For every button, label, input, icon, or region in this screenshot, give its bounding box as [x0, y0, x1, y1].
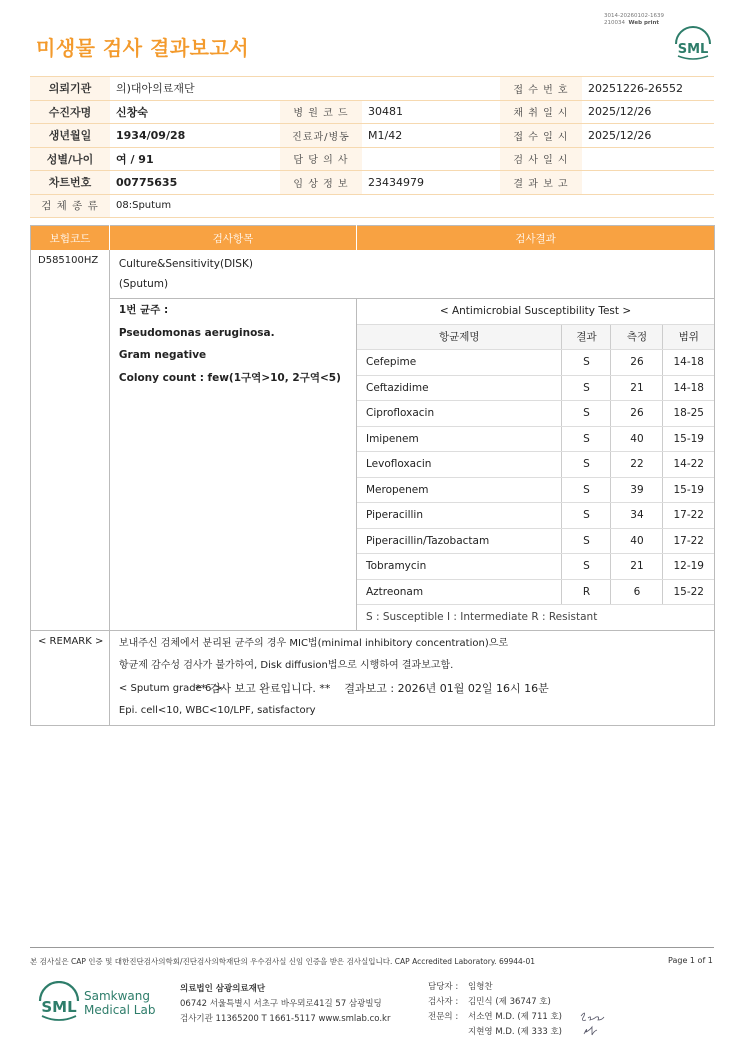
info-row: 의뢰기관 의)대아의료재단 접 수 번 호 20251226-26552 — [30, 77, 714, 101]
info-row: 수진자명 신창숙 병 원 코 드 30481 채 취 일 시 2025/12/26 — [30, 100, 714, 124]
ast-row — [357, 350, 714, 376]
zone-measurement: 34 — [611, 503, 663, 529]
drug-name: Meropenem — [357, 477, 562, 503]
staff-role: 전문의 : — [428, 1012, 459, 1022]
ast-legend: S : Susceptible I : Intermediate R : Resistant — [357, 605, 714, 630]
remark-content — [109, 630, 714, 725]
test-name: Culture&Sensitivity(DISK) — [118, 258, 253, 270]
drug-name: Ceftazidime — [357, 375, 562, 401]
reference-range: 15-22 — [663, 579, 714, 605]
header-result: 검사결과 — [356, 226, 714, 251]
gram-stain: Gram negative — [118, 349, 207, 361]
zone-measurement: 6 — [611, 579, 663, 605]
zone-measurement: 40 — [611, 528, 663, 554]
zone-measurement: 21 — [611, 554, 663, 580]
staff-name: 지현영 M.D. (제 333 호) — [468, 1027, 563, 1037]
remark-label: < REMARK > — [31, 630, 110, 725]
reference-range: 14-18 — [663, 350, 714, 376]
staff-row — [428, 995, 562, 1010]
ast-header-range: 범위 — [663, 324, 714, 350]
zone-measurement: 22 — [611, 452, 663, 478]
staff-list — [428, 980, 562, 1040]
page-number: Page 1 of 1 — [668, 956, 713, 965]
zone-measurement: 39 — [611, 477, 663, 503]
header-test: 검사항목 — [109, 226, 356, 251]
susceptibility-result: S — [562, 401, 611, 427]
susceptibility-result: S — [562, 477, 611, 503]
info-row: 검 체 종 류 08:Sputum — [30, 194, 714, 218]
ast-header-result: 결과 — [562, 324, 611, 350]
sml-logo — [672, 26, 714, 62]
ast-header-value: 측정 — [611, 324, 663, 350]
lab-address: 의료법인 삼광의료재단 06742 서울특별시 서초구 바우뫼로41길 57 삼광빌딩 검사기관 11365200 T 1661-5117 www.smlab.co.kr — [180, 984, 391, 1024]
svg-text:SML: SML — [41, 998, 77, 1016]
ast-title: < Antimicrobial Susceptibility Test > — [357, 299, 714, 324]
susceptibility-result: S — [562, 528, 611, 554]
susceptibility-result: S — [562, 350, 611, 376]
results-table — [30, 225, 715, 726]
remark-line: 보내주신 검체에서 분리된 균주의 경우 MIC법(minimal inhibitory concentration)으로 — [118, 637, 509, 649]
zone-measurement: 21 — [611, 375, 663, 401]
remark-line: Epi. cell<10, WBC<10/LPF, satisfactory — [118, 705, 316, 716]
sml-logo-icon — [36, 981, 82, 1025]
remark-line: 항균제 감수성 검사가 불가하여, Disk diffusion법으로 시행하여 결과보고함. — [118, 660, 454, 671]
ast-row — [357, 579, 714, 605]
reference-range: 14-22 — [663, 452, 714, 478]
info-row: 생년월일 1934/09/28 진료과/병동 M1/42 접 수 일 시 2025/12/26 — [30, 124, 714, 148]
drug-name: Tobramycin — [357, 554, 562, 580]
organism-info — [109, 299, 356, 631]
print-id: 3014-20260102-1639 210034 Web print — [604, 13, 664, 26]
strain-label: 1번 균주 : — [118, 304, 169, 316]
ast-row — [357, 554, 714, 580]
drug-name: Ciprofloxacin — [357, 401, 562, 427]
staff-name: 김민식 (제 36747 호) — [468, 997, 551, 1007]
drug-name: Levofloxacin — [357, 452, 562, 478]
staff-name: 서소연 M.D. (제 711 호) — [468, 1012, 563, 1022]
info-row: 성별/나이 여 / 91 담 당 의 사 검 사 일 시 — [30, 147, 714, 171]
accreditation-note: 본 검사실은 CAP 인증 및 대한진단검사의학회/진단검사의학재단의 우수검사실 신임 인증을 받은 검사실입니다. CAP Accredited Laboratory. 69944-01 — [30, 957, 536, 966]
zone-measurement: 40 — [611, 426, 663, 452]
staff-role: 담당자 : — [428, 982, 459, 992]
reference-range: 15-19 — [663, 477, 714, 503]
insurance-code: D585100HZ — [31, 250, 110, 630]
reference-range: 15-19 — [663, 426, 714, 452]
ast-row — [357, 477, 714, 503]
ast-header-drug: 항균제명 — [357, 324, 562, 350]
susceptibility-result: S — [562, 375, 611, 401]
header-code: 보험코드 — [31, 226, 110, 251]
staff-row — [428, 1010, 562, 1025]
completion-note: ** 검사 보고 완료입니다. ** 결과보고 : 2026년 01월 02일 16시 16분 — [195, 682, 549, 695]
samkwang-logo: SML Samkwang Medical Lab — [36, 981, 166, 1025]
report-title: 미생물 검사 결과보고서 — [36, 36, 250, 60]
zone-measurement: 26 — [611, 401, 663, 427]
drug-name: Imipenem — [357, 426, 562, 452]
ast-row — [357, 528, 714, 554]
staff-name: 임형찬 — [468, 982, 493, 992]
zone-measurement: 26 — [611, 350, 663, 376]
organism-name: Pseudomonas aeruginosa. — [118, 326, 275, 339]
drug-name: Aztreonam — [357, 579, 562, 605]
drug-name: Piperacillin/Tazobactam — [357, 528, 562, 554]
ast-row — [357, 452, 714, 478]
reference-range: 17-22 — [663, 528, 714, 554]
susceptibility-result: S — [562, 554, 611, 580]
ast-row — [357, 503, 714, 529]
ast-row — [357, 426, 714, 452]
drug-name: Piperacillin — [357, 503, 562, 529]
staff-row — [428, 980, 562, 995]
reference-range: 12-19 — [663, 554, 714, 580]
specimen: (Sputum) — [118, 278, 169, 290]
staff-role: 검사자 : — [428, 997, 459, 1007]
reference-range: 14-18 — [663, 375, 714, 401]
ast-row — [357, 375, 714, 401]
svg-text:SML: SML — [677, 42, 709, 57]
remark-line: < Sputum grade 6 > — [118, 682, 223, 694]
footer-divider — [30, 947, 714, 948]
susceptibility-result: S — [562, 503, 611, 529]
susceptibility-result: R — [562, 579, 611, 605]
reference-range: 18-25 — [663, 401, 714, 427]
ast-row — [357, 401, 714, 427]
reference-range: 17-22 — [663, 503, 714, 529]
ast-table — [357, 299, 714, 630]
susceptibility-result: S — [562, 452, 611, 478]
patient-info-table — [30, 76, 714, 218]
susceptibility-result: S — [562, 426, 611, 452]
colony-count: Colony count : few(1구역>10, 2구역<5) — [118, 371, 341, 384]
staff-row — [428, 1025, 562, 1040]
signature — [578, 1010, 608, 1038]
info-row: 차트번호 00775635 임 상 정 보 23434979 결 과 보 고 — [30, 171, 714, 195]
drug-name: Cefepime — [357, 350, 562, 376]
